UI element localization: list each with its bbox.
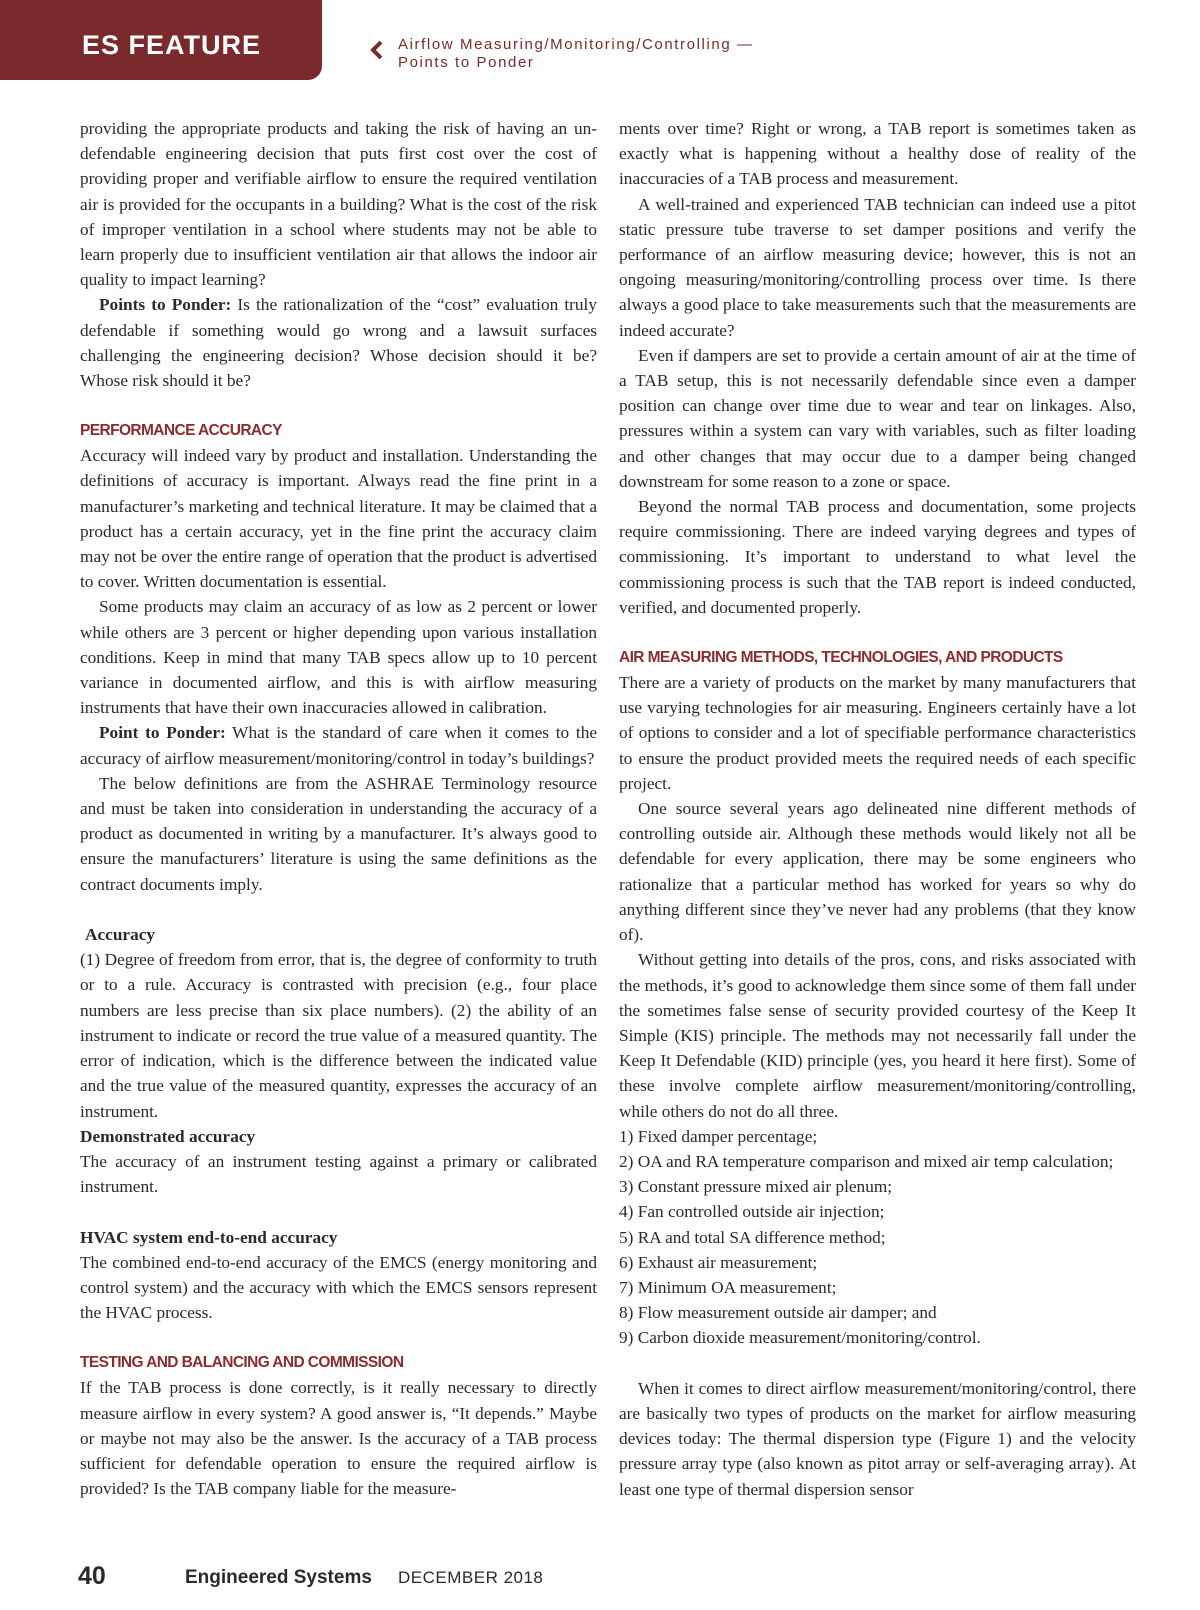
paragraph: There are a variety of products on the market by many manufacturers that use varying technologies for air measuring. Engineers certainly have a lot of options to consider and a lot of specifiable performance characteristics to ensure the product provided meets the required needs of each specific project. <box>619 673 1136 793</box>
paragraph: Even if dampers are set to provide a certain amount of air at the time of a TAB setup, this is not necessarily defendable since even a damper position can change over time due to wear and tear on linkages. Also, pressures within a system can vary with variables, such as filter loading and other changes that may occur due to a damper being changed downstream for some reason to a zone or space. <box>619 345 1136 491</box>
paragraph: When it comes to direct airflow measurement/monitoring/control, there are basically two types of products on the market for airflow measuring devices today: The thermal dispersion type (Figure 1) and the velocity pressure array type (also known as pitot array or self-averaging array). At least one type of thermal dispersion sensor <box>619 1378 1136 1499</box>
list-item: 6) Exhaust air measurement; <box>619 1252 818 1272</box>
chevron-left-icon <box>370 40 384 60</box>
paragraph: providing the appropriate products and taking the risk of having an un-defendable engineering decision that puts first cost over the cost of providing proper and verifiable airflow to ensure the required ventilation air is provided for the occupants in a building? What is the cost of the risk of improper ventilation in a school where students may not be able to learn properly due to insufficient ventilation air that allows the indoor air quality to impact learning? <box>80 119 597 290</box>
ponder-text: What is the standard of care when it comes to the accuracy of airflow measurement/monitoring/control in today’s buildings? <box>80 723 597 768</box>
paragraph: Some products may claim an accuracy of as low as 2 percent or lower while others are 3 percent or higher depending upon various installation conditions. Keep in mind that many TAB specs allow up to 10 percent variance in documented airflow, and this is with airflow measuring instruments that have their own inaccuracies allowed in calibration. <box>80 597 597 718</box>
ponder-label: Point to Ponder: <box>99 723 226 743</box>
paragraph: The below definitions are from the ASHRAE Terminology resource and must be taken into consideration in understanding the accuracy of a product as documented in writing by a manufacturer. It’s always good to ensure the manufacturers’ literature is using the same definitions as the contract documents imply. <box>80 773 597 894</box>
right-column <box>619 116 1136 1502</box>
definition-term-hvac-end-to-end: HVAC system end-to-end accuracy <box>80 1227 338 1247</box>
paragraph: If the TAB process is done correctly, is it really necessary to directly measure airflow in every system? A good answer is, “It depends.” Maybe or maybe not may also be the answer. Is the accuracy of a TAB process sufficient for defendable operation to ensure the required airflow is provided? Is the TAB company liable for the measure- <box>80 1378 597 1499</box>
paragraph: Accuracy will indeed vary by product and installation. Understanding the definitions of accuracy is important. Always read the fine print in a manufacturer’s marketing and technical literature. It may be claimed that a product has a certain accuracy, yet in the fine print the accuracy claim may not be over the entire range of operation that the product is advertised to cover. Written documentation is essential. <box>80 446 597 592</box>
left-column <box>80 116 597 1501</box>
list-item: 2) OA and RA temperature comparison and mixed air temp calculation; <box>619 1151 1114 1171</box>
section-heading-air-measuring-methods: AIR MEASURING METHODS, TECHNOLOGIES, AND PRODUCTS <box>619 649 1063 667</box>
paragraph: A well-trained and experienced TAB technician can indeed use a pitot static pressure tube traverse to set damper positions and verify the performance of an airflow measuring device; however, this is not an ongoing measuring/monitoring/controlling process over time. Is there always a good place to take measurements such that the measurements are indeed accurate? <box>619 194 1136 340</box>
definition-term-accuracy: Accuracy <box>85 925 156 945</box>
paragraph: Without getting into details of the pros, cons, and risks associated with the methods, it’s good to acknowledge them since some of them fall under the sometimes false sense of security provided courtesy of the Keep It Simple (KIS) principle. The methods may not necessarily fall under the Keep It Defendable (KID) principle (yes, you heard it here first). Some of these involve complete airflow measurement/monitoring/controlling, while others do not do all three. <box>619 950 1136 1121</box>
list-item: 3) Constant pressure mixed air plenum; <box>619 1177 893 1197</box>
point-to-ponder-paragraph <box>80 720 597 770</box>
list-item: 7) Minimum OA measurement; <box>619 1277 837 1297</box>
points-to-ponder-paragraph <box>80 292 597 393</box>
paragraph: Beyond the normal TAB process and documentation, some projects require commissioning. There are indeed varying degrees and types of commissioning. It’s important to understand to what level the commissioning process is such that the TAB report is indeed conducted, verified, and documented properly. <box>619 497 1136 617</box>
section-heading-testing-balancing: TESTING AND BALANCING AND COMMISSION <box>80 1354 404 1372</box>
page-number: 40 <box>78 1562 106 1590</box>
es-feature-tab <box>0 0 322 80</box>
ponder-text: Is the rationalization of the “cost” evaluation truly defendable if something would go wrong and a lawsuit surfaces challenging the engineering decision? Whose decision should it be? Whose risk should it be? <box>80 295 598 391</box>
list-item: 5) RA and total SA difference method; <box>619 1227 886 1247</box>
issue-date: DECEMBER 2018 <box>398 1568 544 1587</box>
section-heading-performance-accuracy: PERFORMANCE ACCURACY <box>80 422 282 440</box>
section-title-line2: Points to Ponder <box>398 54 535 71</box>
section-title-line1: Airflow Measuring/Monitoring/Controlling — <box>398 36 754 53</box>
definition-term-demonstrated-accuracy: Demonstrated accuracy <box>80 1126 256 1146</box>
feature-label: ES FEATURE <box>82 30 262 60</box>
definition-text: (1) Degree of freedom from error, that is, the degree of conformity to truth or to a rule. Accuracy is contrasted with precision (e.g., four place numbers are less precise than six place numbers). (2) the ability of an instrument to indicate or record the true value of a measured quantity. The error of indication, which is the difference between the indicated value and the true value of the measured quantity, expresses the accuracy of an instrument. <box>80 950 597 1121</box>
spacer <box>619 1351 1136 1376</box>
list-item: 1) Fixed damper percentage; <box>619 1126 818 1146</box>
paragraph: One source several years ago delineated nine different methods of controlling outside air. Although these methods would likely not all be defendable for every application, there may be some engineers who rationalize that a particular method has worked for years so why do anything different since they’ve never had any problems (that they know of). <box>619 799 1136 945</box>
publication-name: Engineered Systems <box>185 1567 372 1588</box>
list-item: 4) Fan controlled outside air injection; <box>619 1202 885 1222</box>
definition-text: The combined end-to-end accuracy of the EMCS (energy monitoring and control system) and the accuracy with which the EMCS sensors represent the HVAC process. <box>80 1252 597 1323</box>
list-item: 8) Flow measurement outside air damper; and <box>619 1303 937 1323</box>
definition-text: The accuracy of an instrument testing against a primary or calibrated instrument. <box>80 1151 597 1197</box>
ponder-label: Points to Ponder: <box>99 295 232 315</box>
methods-list <box>619 1124 1136 1351</box>
paragraph: ments over time? Right or wrong, a TAB report is sometimes taken as exactly what is happening without a healthy dose of reality of the inaccuracies of a TAB process and measurement. <box>619 119 1136 189</box>
list-item: 9) Carbon dioxide measurement/monitoring/control. <box>619 1328 981 1348</box>
